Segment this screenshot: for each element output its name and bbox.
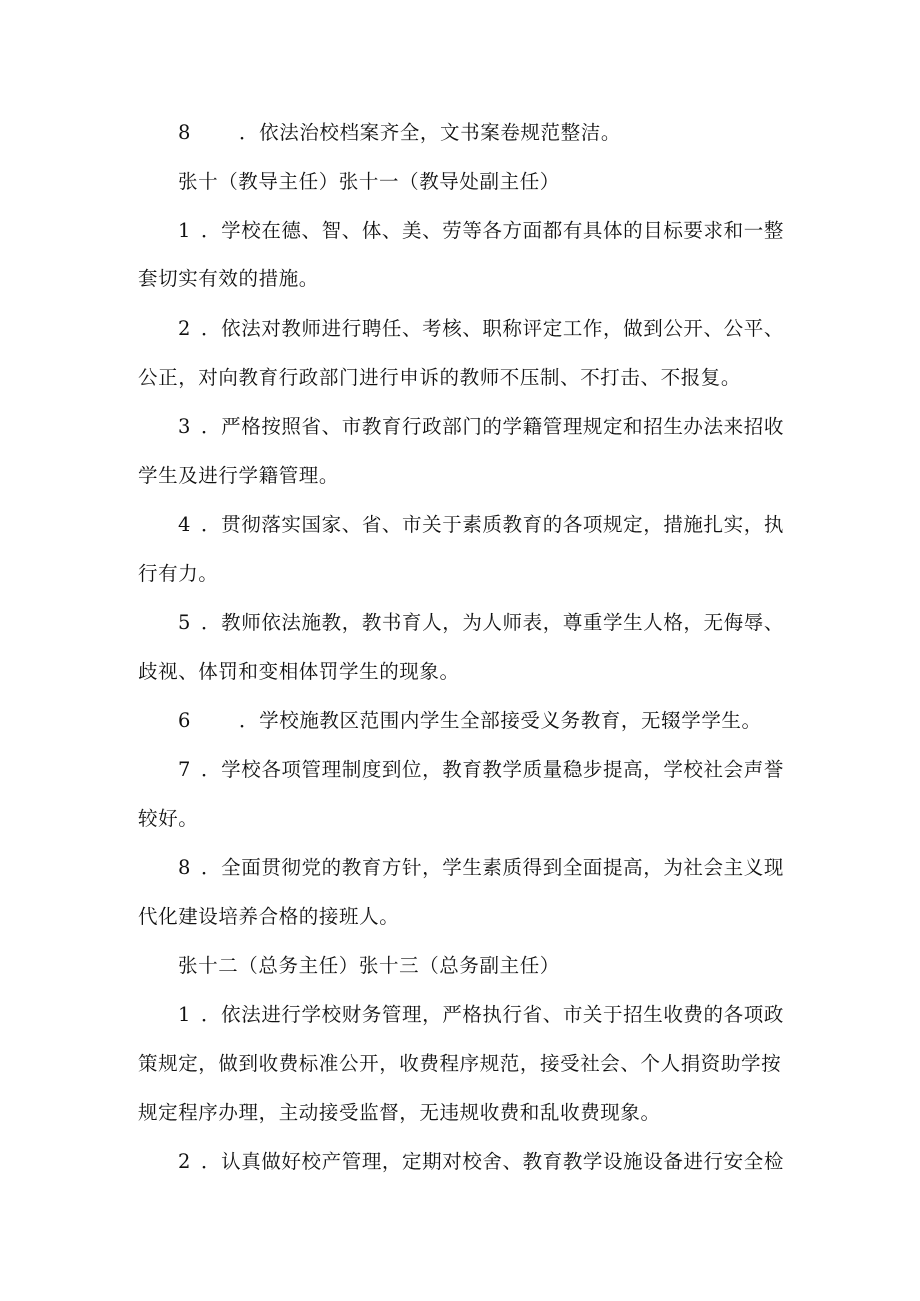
item-text: ．学校各项管理制度到位，教育教学质量稳步提高，学校社会声誉 bbox=[201, 758, 784, 781]
item-text: ．全面贯彻党的教育方针，学生素质得到全面提高，为社会主义现 bbox=[201, 856, 784, 879]
item-number: 6 bbox=[178, 709, 192, 732]
item-text: ．认真做好校产管理，定期对校舍、教育教学设施设备进行安全检 bbox=[201, 1150, 784, 1173]
item-continuation: 公正，对向教育行政部门进行申诉的教师不压制、不打击、不报复。 bbox=[138, 366, 742, 389]
item-number: 8 bbox=[178, 856, 192, 879]
section-heading: 张十（教导主任）张十一（教导处副主任） bbox=[178, 170, 560, 193]
list-item bbox=[178, 217, 784, 245]
item-number: 7 bbox=[178, 758, 192, 781]
list-item bbox=[178, 511, 784, 539]
item-number: 2 bbox=[178, 317, 192, 340]
item-number: 1 bbox=[178, 1003, 192, 1026]
item-number: 2 bbox=[178, 1150, 192, 1173]
item-continuation: 策规定，做到收费标准公开，收费程序规范，接受社会、个人捐资助学按 bbox=[138, 1052, 782, 1075]
list-item bbox=[178, 1148, 784, 1176]
item-text: ．教师依法施教，教书育人，为人师表，尊重学生人格，无侮辱、 bbox=[201, 611, 784, 634]
item-text: ．依法进行学校财务管理，严格执行省、市关于招生收费的各项政 bbox=[201, 1003, 784, 1026]
item-continuation: 学生及进行学籍管理。 bbox=[138, 464, 340, 487]
list-item bbox=[178, 609, 784, 637]
item-continuation: 歧视、体罚和变相体罚学生的现象。 bbox=[138, 660, 460, 683]
section-heading: 张十二（总务主任）张十三（总务副主任） bbox=[178, 954, 560, 977]
item-text: ．依法治校档案齐全，文书案卷规范整洁。 bbox=[239, 121, 621, 144]
item-text: ．依法对教师进行聘任、考核、职称评定工作，做到公开、公平、 bbox=[201, 317, 784, 340]
item-continuation: 行有力。 bbox=[138, 562, 219, 585]
list-item bbox=[178, 854, 784, 882]
list-item bbox=[178, 756, 784, 784]
item-continuation: 代化建设培养合格的接班人。 bbox=[138, 905, 400, 928]
item-continuation: 规定程序办理，主动接受监督，无违规收费和乱收费现象。 bbox=[138, 1101, 661, 1124]
item-number: 8 bbox=[178, 121, 192, 144]
item-continuation: 较好。 bbox=[138, 807, 199, 830]
item-text: ．贯彻落实国家、省、市关于素质教育的各项规定，措施扎实，执 bbox=[201, 513, 784, 536]
list-item bbox=[178, 119, 621, 147]
list-item bbox=[178, 413, 784, 441]
item-text: ．严格按照省、市教育行政部门的学籍管理规定和招生办法来招收 bbox=[201, 415, 784, 438]
item-number: 3 bbox=[178, 415, 192, 438]
item-continuation: 套切实有效的措施。 bbox=[138, 267, 319, 290]
list-item bbox=[178, 1001, 784, 1029]
list-item bbox=[178, 707, 762, 735]
item-number: 1 bbox=[178, 219, 192, 242]
list-item bbox=[178, 315, 784, 343]
item-text: ．学校在德、智、体、美、劳等各方面都有具体的目标要求和一整 bbox=[201, 219, 784, 242]
item-text: ．学校施教区范围内学生全部接受义务教育，无辍学学生。 bbox=[239, 709, 762, 732]
item-number: 5 bbox=[178, 611, 192, 634]
item-number: 4 bbox=[178, 513, 192, 536]
